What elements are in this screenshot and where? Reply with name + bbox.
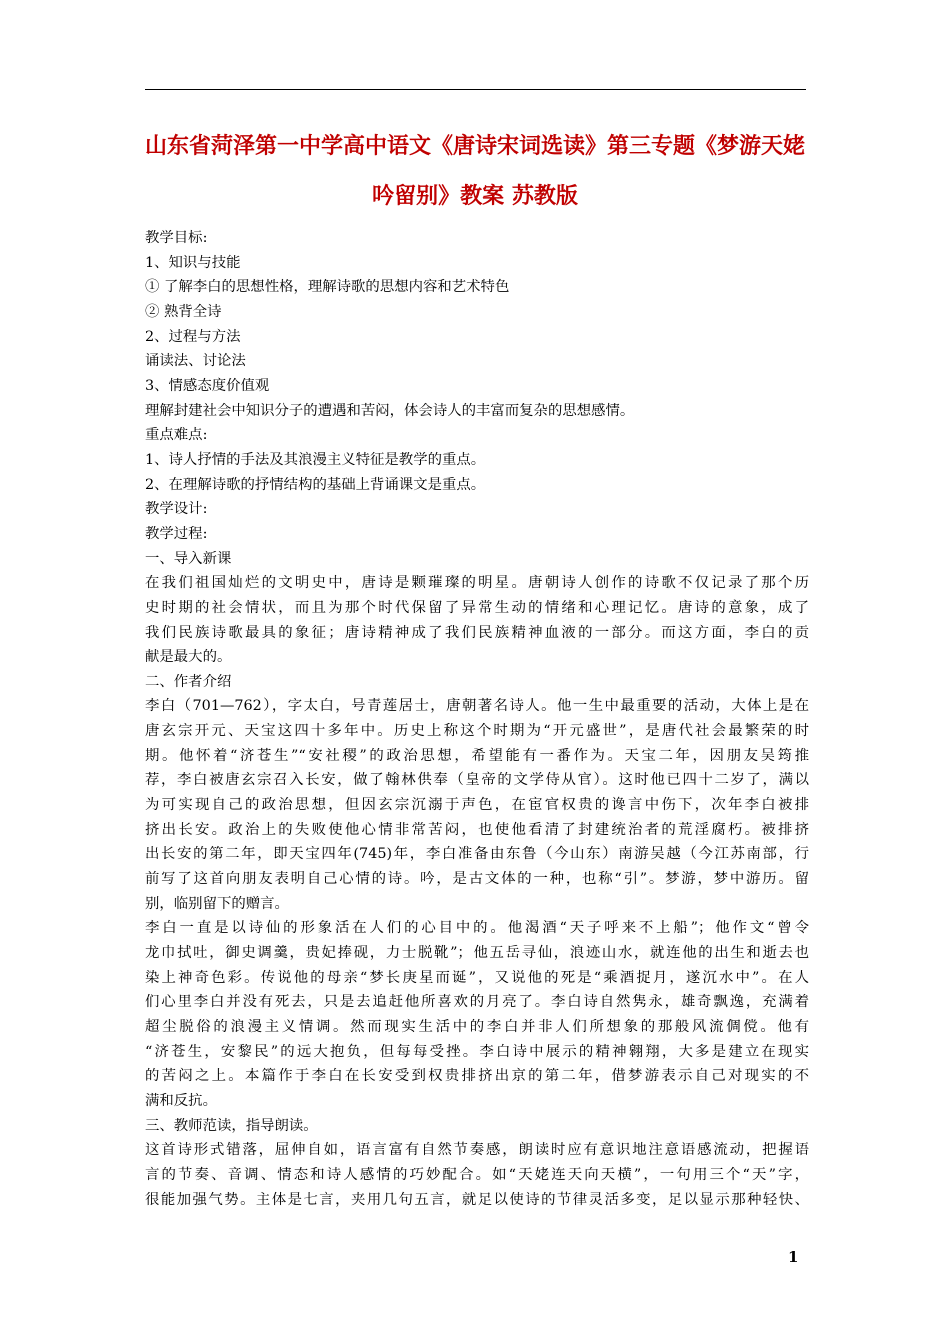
- body-line: 这首诗形式错落，屈伸自如，语言富有自然节奏感，朗读时应有意识地注意语感流动，把握语: [145, 1142, 809, 1159]
- body-line: 出长安的第二年，即天宝四年(745)年，李白准备由东鲁（今山东）南游吴越（今江苏南部，行: [145, 846, 809, 863]
- body-line: 们心里李白并没有死去，只是去追赶他所喜欢的月亮了。李白诗自然隽永，雄奇飘逸，充满着: [145, 994, 809, 1011]
- body-line: ② 熟背全诗: [145, 303, 222, 320]
- body-line: 我们民族诗歌最具的象征；唐诗精神成了我们民族精神血液的一部分。而这方面，李白的贡: [145, 624, 809, 641]
- body-line: 很能加强气势。主体是七言，夹用几句五言，就足以使诗的节律灵活多变，足以显示那种轻快、: [145, 1191, 809, 1208]
- body-line: 理解封建社会中知识分子的遭遇和苦闷，体会诗人的丰富而复杂的思想感情。: [145, 402, 635, 419]
- body-line: 唐玄宗开元、天宝这四十多年中。历史上称这个时期为“开元盛世”，是唐代社会最繁荣的时: [145, 723, 809, 740]
- body-line: 言的节奏、音调、情态和诗人感情的巧妙配合。如“天姥连天向天横”，一句用三个“天”字，: [145, 1166, 809, 1183]
- body-line: 史时期的社会情状，而且为那个时代保留了异常生动的情绪和心理记忆。唐诗的意象，成了: [145, 599, 809, 616]
- body-line: 为可实现自己的政治思想，但因玄宗沉溺于声色，在宦官权贵的谗言中伤下，次年李白被排: [145, 797, 809, 814]
- body-line: 重点难点:: [145, 427, 208, 444]
- body-line: 教学设计:: [145, 501, 208, 518]
- page-number: 1: [788, 1248, 799, 1266]
- body-line: 1、知识与技能: [145, 254, 241, 271]
- body-line: 三、教师范读，指导朗读。: [145, 1117, 318, 1134]
- body-line: 2、在理解诗歌的抒情结构的基础上背诵课文是重点。: [145, 476, 486, 493]
- body-line: 满和反抗。: [145, 1092, 217, 1109]
- document-body: [145, 226, 809, 1212]
- body-line: 3、情感态度价值观: [145, 377, 270, 394]
- body-line: 二、作者介绍: [145, 673, 232, 690]
- body-line: 别，临别留下的赠言。: [145, 895, 289, 912]
- body-line: 挤出长安。政治上的失败使他心情非常苦闷，也使他看清了封建统治者的荒淫腐朽。被排挤: [145, 821, 809, 838]
- document-title-line-1: 山东省菏泽第一中学高中语文《唐诗宋词选读》第三专题《梦游天姥: [144, 133, 805, 159]
- body-line: 1、诗人抒情的手法及其浪漫主义特征是教学的重点。: [145, 451, 486, 468]
- body-line: 一、导入新课: [145, 550, 232, 567]
- header-rule: [145, 89, 806, 90]
- body-line: 前写了这首向朋友表明自己心情的诗。吟，是古文体的一种，也称“引”。梦游，梦中游历。留: [145, 871, 809, 888]
- body-line: 教学目标:: [145, 230, 208, 246]
- body-line: ① 了解李白的思想性格，理解诗歌的思想内容和艺术特色: [145, 279, 510, 296]
- body-line: 的苦闷之上。本篇作于李白在长安受到权贵排挤出京的第二年，借梦游表示自己对现实的不: [145, 1068, 809, 1085]
- body-line: 教学过程:: [145, 525, 208, 542]
- body-line: 在我们祖国灿烂的文明史中，唐诗是颗璀璨的明星。唐朝诗人创作的诗歌不仅记录了那个历: [145, 575, 809, 592]
- body-line: 期。他怀着“济苍生”“安社稷”的政治思想，希望能有一番作为。天宝二年，因朋友吴筠推: [145, 747, 809, 764]
- document-title-line-2: 吟留别》教案 苏教版: [372, 183, 578, 209]
- body-line: 荐，李白被唐玄宗召入长安，做了翰林供奉（皇帝的文学侍从官）。这时他已四十二岁了，满以: [145, 772, 809, 789]
- body-line: 超尘脱俗的浪漫主义情调。然而现实生活中的李白并非人们所想象的那般风流倜傥。他有: [145, 1019, 809, 1035]
- body-line: 2、过程与方法: [145, 328, 241, 345]
- body-line: 李白（701—762），字太白，号青莲居士，唐朝著名诗人。他一生中最重要的活动，大体上是在: [145, 698, 809, 715]
- body-line: 龙巾拭吐，御史调羹，贵妃捧砚，力士脱靴”；他五岳寻仙，浪迹山水，就连他的出生和逝去也: [145, 945, 809, 962]
- body-line: 诵读法、讨论法: [145, 353, 246, 370]
- body-line: 献是最大的。: [145, 649, 232, 666]
- body-line: 染上神奇色彩。传说他的母亲“梦长庚星而诞”，又说他的死是“乘酒捉月，遂沉水中”。在人: [145, 969, 809, 986]
- body-line: 李白一直是以诗仙的形象活在人们的心目中的。他渴酒“天子呼来不上船”；他作文“曾令: [145, 920, 809, 937]
- body-line: “济苍生，安黎民”的远大抱负，但每每受挫。李白诗中展示的精神翱翔，大多是建立在现实: [145, 1043, 809, 1060]
